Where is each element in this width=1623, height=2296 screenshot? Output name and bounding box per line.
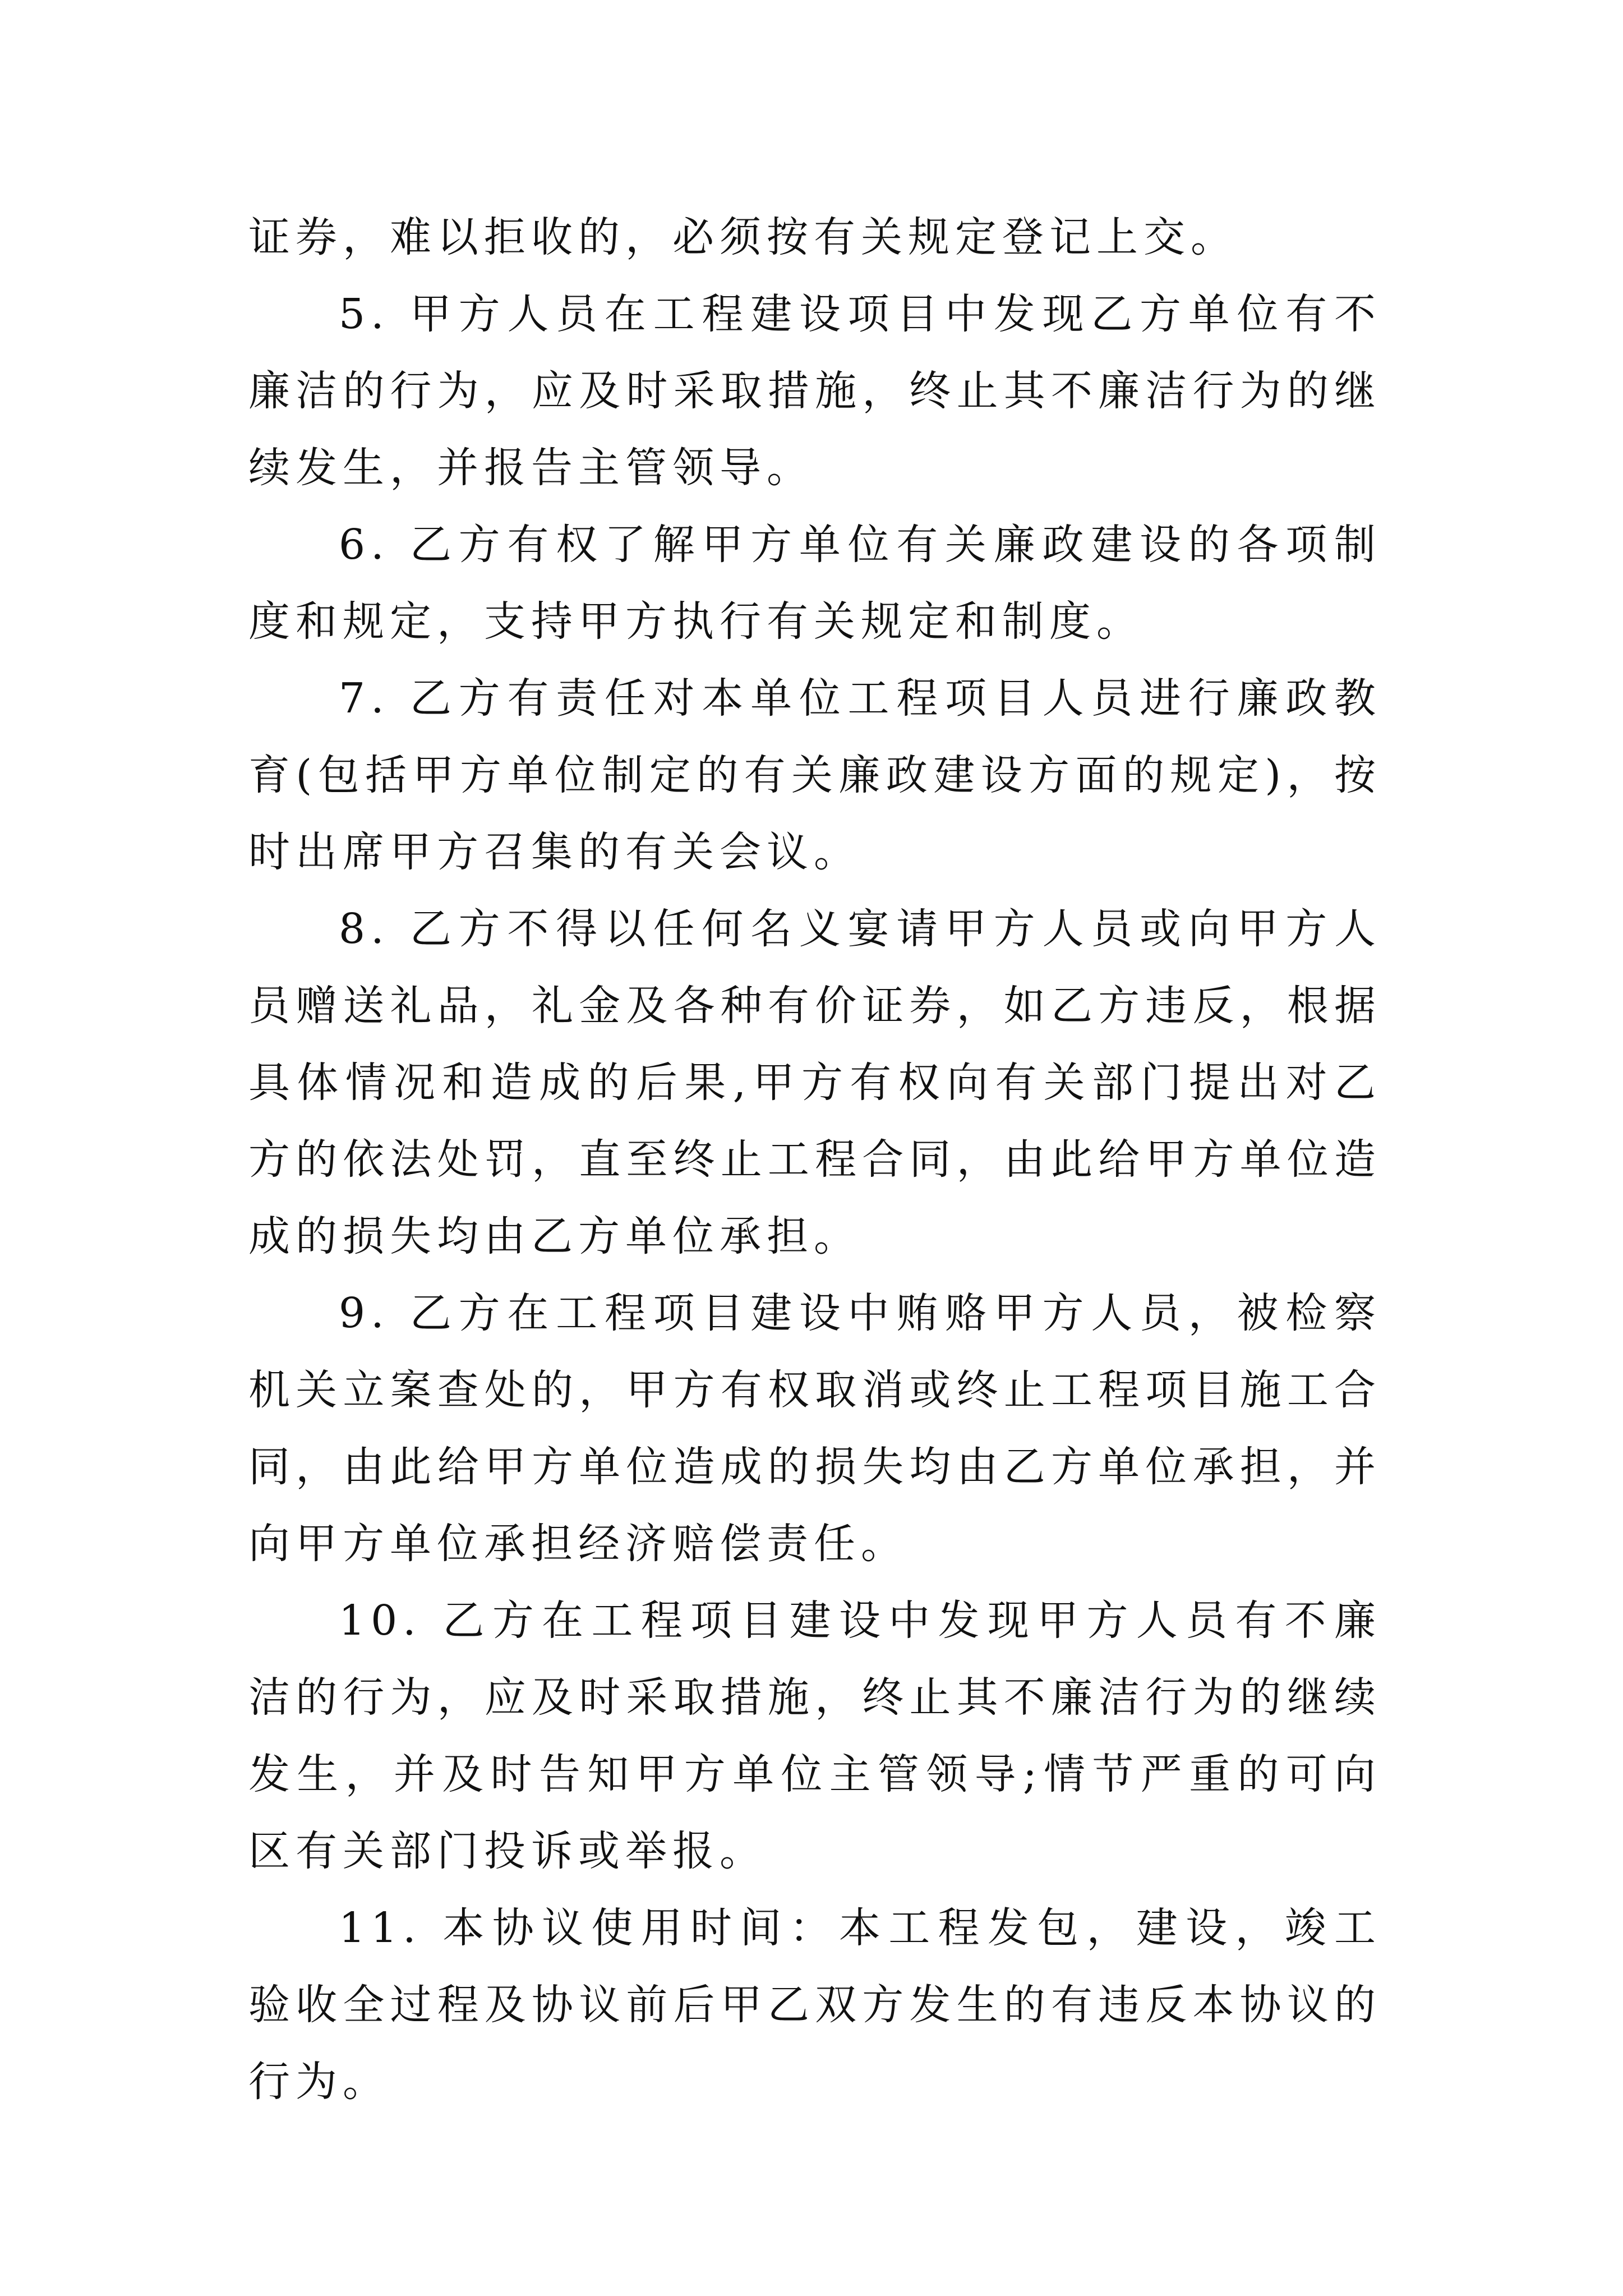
paragraph-clause-5: 5. 甲方人员在工程建设项目中发现乙方单位有不廉洁的行为，应及时采取措施，终止其不廉洁行为的继续发生，并报告主管领导。 — [248, 290, 1381, 492]
document-body — [248, 199, 1381, 2120]
paragraph-clause-6: 6. 乙方有权了解甲方单位有关廉政建设的各项制度和规定，支持甲方执行有关规定和制度。 — [248, 521, 1381, 646]
paragraph-clause-8: 8. 乙方不得以任何名义宴请甲方人员或向甲方人员赠送礼品，礼金及各种有价证券，如乙方违反，根据具体情况和造成的后果,甲方有权向有关部门提出对乙方的依法处罚，直至终止工程合同，由此给甲方单位造成的损失均由乙方单位承担。 — [248, 905, 1381, 1260]
paragraph-continuation: 证券，难以拒收的，必须按有关规定登记上交。 — [248, 213, 1238, 261]
paragraph-clause-7: 7. 乙方有责任对本单位工程项目人员进行廉政教育(包括甲方单位制定的有关廉政建设方面的规定)，按时出席甲方召集的有关会议。 — [248, 674, 1381, 876]
paragraph-clause-11: 11. 本协议使用时间：本工程发包，建设，竣工验收全过程及协议前后甲乙双方发生的有违反本协议的行为。 — [248, 1904, 1381, 2106]
paragraph-clause-10: 10. 乙方在工程项目建设中发现甲方人员有不廉洁的行为，应及时采取措施，终止其不廉洁行为的继续发生，并及时告知甲方单位主管领导;情节严重的可向区有关部门投诉或举报。 — [248, 1596, 1381, 1875]
paragraph-clause-9: 9. 乙方在工程项目建设中贿赂甲方人员，被检察机关立案查处的，甲方有权取消或终止工程项目施工合同，由此给甲方单位造成的损失均由乙方单位承担，并向甲方单位承担经济赔偿责任。 — [248, 1289, 1381, 1568]
